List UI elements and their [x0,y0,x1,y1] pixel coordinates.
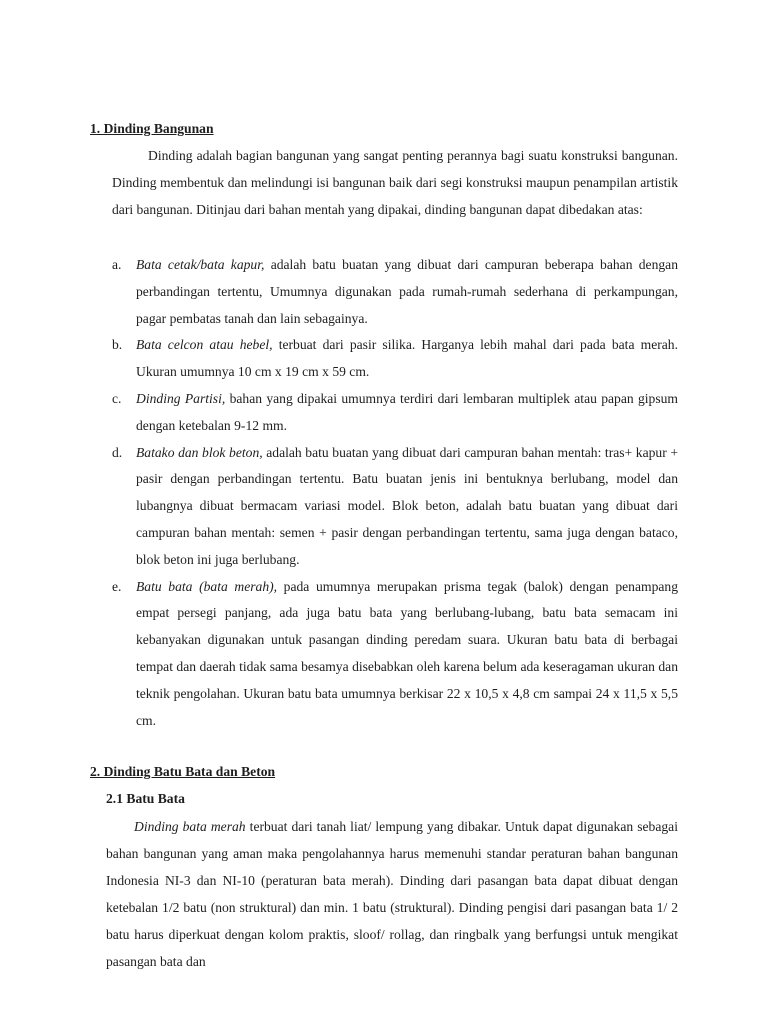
paragraph-text: terbuat dari tanah liat/ lempung yang dibakar. Untuk dapat digunakan sebagai bahan bangunan yang aman maka pengolahannya harus memenuhi standar peraturan bahan bangunan Indonesia NI-3 dan NI-10 (peraturan bata merah). Dinding dari pasangan bata dapat dibuat dengan ketebalan 1/2 batu (non struktural) dan min. 1 batu (struktural). Dinding pengisi dari pasangan bata 1/ 2 batu harus diperkuat dengan kolom praktis, sloof/ rollag, dan ringbalk yang berfungsi untuk mengikat pasangan bata dan [106,819,678,969]
list-item-term: Batu bata (bata merah), [136,578,278,594]
list-marker: c. [112,390,122,406]
list-item [112,386,678,440]
list-item-text: adalah batu buatan yang dibuat dari campuran beberapa bahan dengan perbandingan tertentu, Umumnya digunakan pada rumah-rumah sederhana di perkampungan, pagar pembatas tanah dan lain sebagainya. [136,257,678,326]
wall-type-list [112,252,678,734]
list-item [112,252,678,332]
section-1-intro: Dinding adalah bagian bangunan yang sangat penting perannya bagi suatu konstruksi bangunan. Dinding membentuk dan melindungi isi bangunan baik dari segi konstruksi maupun penampilan artistik dari bangunan. Ditinjau dari bahan mentah yang dipakai, dinding bangunan dapat dibedakan atas: [112,148,678,217]
list-item-text: bahan yang dipakai umumnya terdiri dari lembaran multiplek atau papan gipsum dengan ketebalan 9-12 mm. [136,390,679,433]
list-item-term: Dinding Partisi, [136,390,226,406]
list-item-text: pada umumnya merupakan prisma tegak (balok) dengan penampang empat persegi panjang, ada juga batu bata yang berlubang-lubang, batu bata semacam ini kebanyakan digunakan untuk pasangan dinding peredam suara. Ukuran batu bata di berbagai tempat dan daerah tidak sama besamya disebabkan oleh karena belum ada keseragaman ukuran dan teknik pengolahan. Ukuran batu bata umumnya berkisar 22 x 10,5 x 4,8 cm sampai 24 x 11,5 x 5,5 cm. [136,578,678,728]
section-1-heading: 1. Dinding Bangunan [90,121,214,136]
list-marker: a. [112,257,122,272]
list-item-text: terbuat dari pasir silika. Harganya lebih mahal dari pada bata merah. Ukuran umumnya 10 cm x 19 cm x 59 cm. [136,337,678,380]
list-marker: e. [112,578,122,594]
list-marker: d. [112,444,123,460]
list-item [112,440,678,574]
list-item-text: adalah batu buatan yang dibuat dari campuran bahan mentah: tras+ kapur + pasir dengan perbandingan tertentu. Batu buatan jenis ini bentuknya berlubang, model dan lubangnya dibuat bermacam variasi model. Blok beton, adalah batu buatan yang dibuat dari campuran bahan mentah: semen + pasir dengan perbandingan tertentu, sama juga dengan bataco, blok beton ini juga berlubang. [136,444,678,567]
list-item [112,332,678,386]
list-marker: b. [112,337,123,353]
list-item-term: Bata cetak/bata kapur, [136,257,265,272]
list-item-term: Bata celcon atau hebel, [136,337,273,353]
subsection-heading: 2.1 Batu Bata [106,791,185,806]
list-item-term: Batako dan blok beton, [136,444,263,460]
section-2-heading: 2. Dinding Batu Bata dan Beton [90,764,276,779]
list-item [112,574,678,735]
paragraph-term: Dinding bata merah [134,819,246,834]
batu-bata-paragraph [106,813,678,975]
